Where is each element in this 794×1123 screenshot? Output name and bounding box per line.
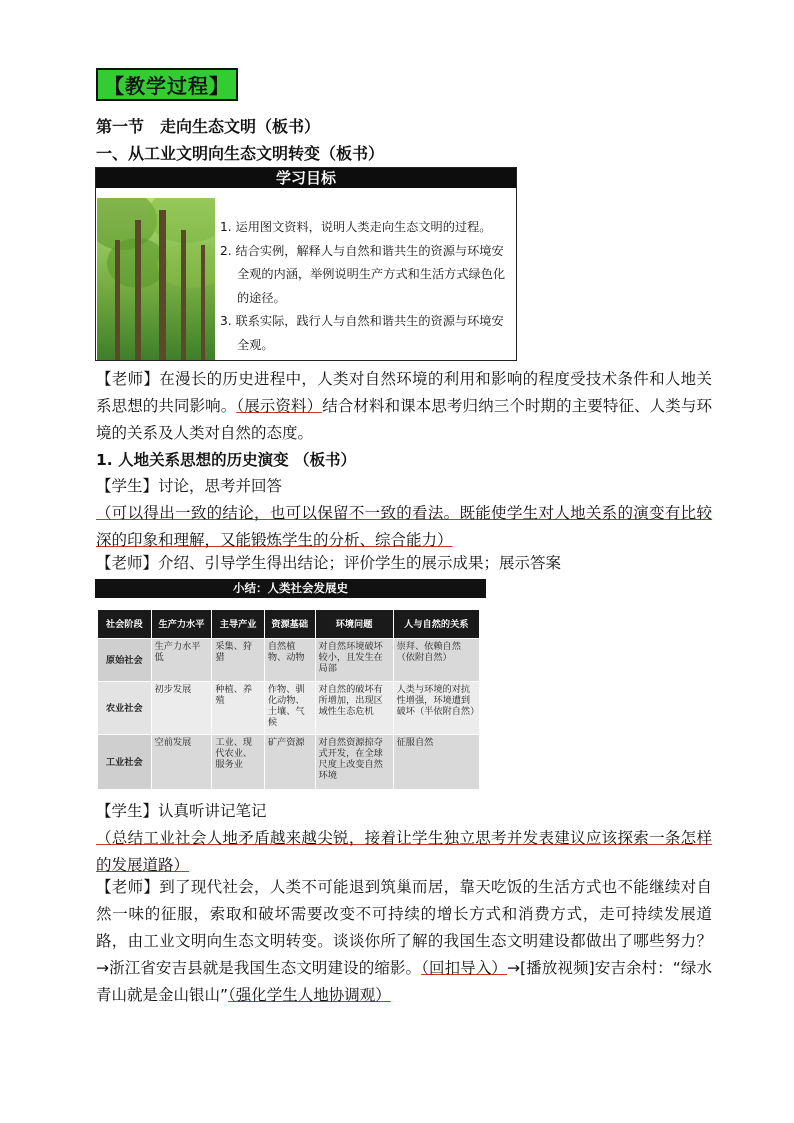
- goal-item: 1. 运用图文资料，说明人类走向生态文明的过程。: [220, 220, 492, 234]
- table-cell: 种植、养殖: [212, 682, 264, 735]
- table-cell: 采集、狩猎: [212, 639, 264, 682]
- teacher-paragraph-3: [96, 874, 712, 1009]
- paragraph-text: 到了现代社会，人类不可能退到筑巢而居，靠天吃饭的生活方式也不能继续对自然一味的征服，索取和破坏需要改变不可持续的增长方式和消费方式，走可持续发展道路，由工业文明向生态文明转变。谈谈你所了解的我国生态文明建设都做出了哪些努力？→浙江省安吉县就是我国生态文明建设的缩影。: [96, 878, 712, 977]
- summary-title: 小结：人类社会发展史: [95, 579, 486, 598]
- social-history-table: [97, 609, 480, 790]
- teaching-process-badge: 【教学过程】: [96, 68, 238, 101]
- table-cell: 工业、现代农业、服务业: [212, 735, 264, 790]
- learning-goals-list: [220, 216, 512, 357]
- design-note-2: （总结工业社会人地矛盾越来越尖锐，接着让学生独立思考并发表建议应该探索一条怎样的发展道路）: [96, 829, 712, 874]
- table-cell: 作物、驯化动物、土壤、气候: [264, 682, 315, 735]
- learning-goals-panel: [95, 167, 517, 361]
- column-header: 主导产业: [212, 610, 264, 639]
- table-header-row: [98, 610, 480, 639]
- column-header: 人与自然的关系: [393, 610, 479, 639]
- teacher-tag: 【老师】: [96, 878, 160, 896]
- student-tag: 【学生】: [96, 802, 159, 820]
- student-tag: 【学生】: [96, 477, 159, 495]
- paragraph-text: 介绍、引导学生得出结论；评价学生的展示成果；展示答案: [158, 554, 562, 572]
- column-header: 社会阶段: [98, 610, 152, 639]
- table-row: [98, 639, 480, 682]
- table-cell: 空前发展: [151, 735, 212, 790]
- column-header: 环境问题: [315, 610, 393, 639]
- paragraph-text: 在漫长的历史进程中，人类对自然环境的利用和影响的程度受技术条件和人地关系思想的共同影响。: [96, 370, 712, 415]
- goal-item: 2. 结合实例，解释人与自然和谐共生的资源与环境安全观的内涵，举例说明生产方式和生活方式绿色化的途径。: [220, 243, 506, 305]
- teacher-paragraph-1: [96, 366, 712, 447]
- table-row: [98, 682, 480, 735]
- subheading-history: 1. 人地关系思想的历史演变 （板书）: [96, 451, 356, 469]
- student-paragraph-1: [96, 473, 712, 500]
- show-material-link: （展示资料）: [236, 397, 323, 415]
- table-cell: 征服自然: [393, 735, 479, 790]
- student-paragraph-2: [96, 798, 712, 825]
- recall-intro-link: （回扣导入）: [421, 959, 508, 977]
- paragraph-text: 结合材料和课本思考归纳三个时期的主要特征、人类与环境的关系及人类对自然的态度。: [96, 397, 712, 442]
- column-header: 生产力水平: [151, 610, 212, 639]
- table-cell: 崇拜、依赖自然（依附自然）: [393, 639, 479, 682]
- table-row: [98, 735, 480, 790]
- paragraph-text: →[播放视频]安吉余村：“绿水青山就是金山银山”: [96, 959, 712, 1004]
- design-note-1: （可以得出一致的结论，也可以保留不一致的看法。既能使学生对人地关系的演变有比较深的印象和理解，又能锻炼学生的分析、综合能力）: [96, 504, 712, 549]
- paragraph-text: 认真听讲记笔记: [158, 802, 267, 820]
- teacher-tag: 【老师】: [96, 370, 160, 388]
- harmony-note-link: （强化学生人地协调观）: [228, 986, 391, 1004]
- table-cell: 人类与环境的对抗性增强，环境遭到破坏（半依附自然）: [393, 682, 479, 735]
- table-cell: 生产力水平低: [151, 639, 212, 682]
- goal-item: 3. 联系实际，践行人与自然和谐共生的资源与环境安全观。: [220, 314, 504, 352]
- table-cell: 自然植物、动物: [264, 639, 315, 682]
- teacher-paragraph-2: [96, 550, 712, 577]
- table-cell: 对自然的破坏有所增加，出现区域性生态危机: [315, 682, 393, 735]
- section-title: 第一节 走向生态文明（板书）: [96, 117, 321, 136]
- teacher-tag: 【老师】: [96, 554, 159, 572]
- forest-photo: [97, 198, 215, 360]
- subsection-title: 一、从工业文明向生态文明转变（板书）: [96, 144, 385, 163]
- table-cell: 工业社会: [98, 735, 152, 790]
- paragraph-text: 讨论，思考并回答: [158, 477, 283, 495]
- table-cell: 对自然资源掠夺式开发，在全球尺度上改变自然环境: [315, 735, 393, 790]
- table-cell: 农业社会: [98, 682, 152, 735]
- table-cell: 初步发展: [151, 682, 212, 735]
- table-cell: 对自然环境破坏较小，且发生在局部: [315, 639, 393, 682]
- table-cell: 原始社会: [98, 639, 152, 682]
- column-header: 资源基础: [264, 610, 315, 639]
- learning-goals-title: 学习目标: [96, 168, 516, 188]
- table-cell: 矿产资源: [264, 735, 315, 790]
